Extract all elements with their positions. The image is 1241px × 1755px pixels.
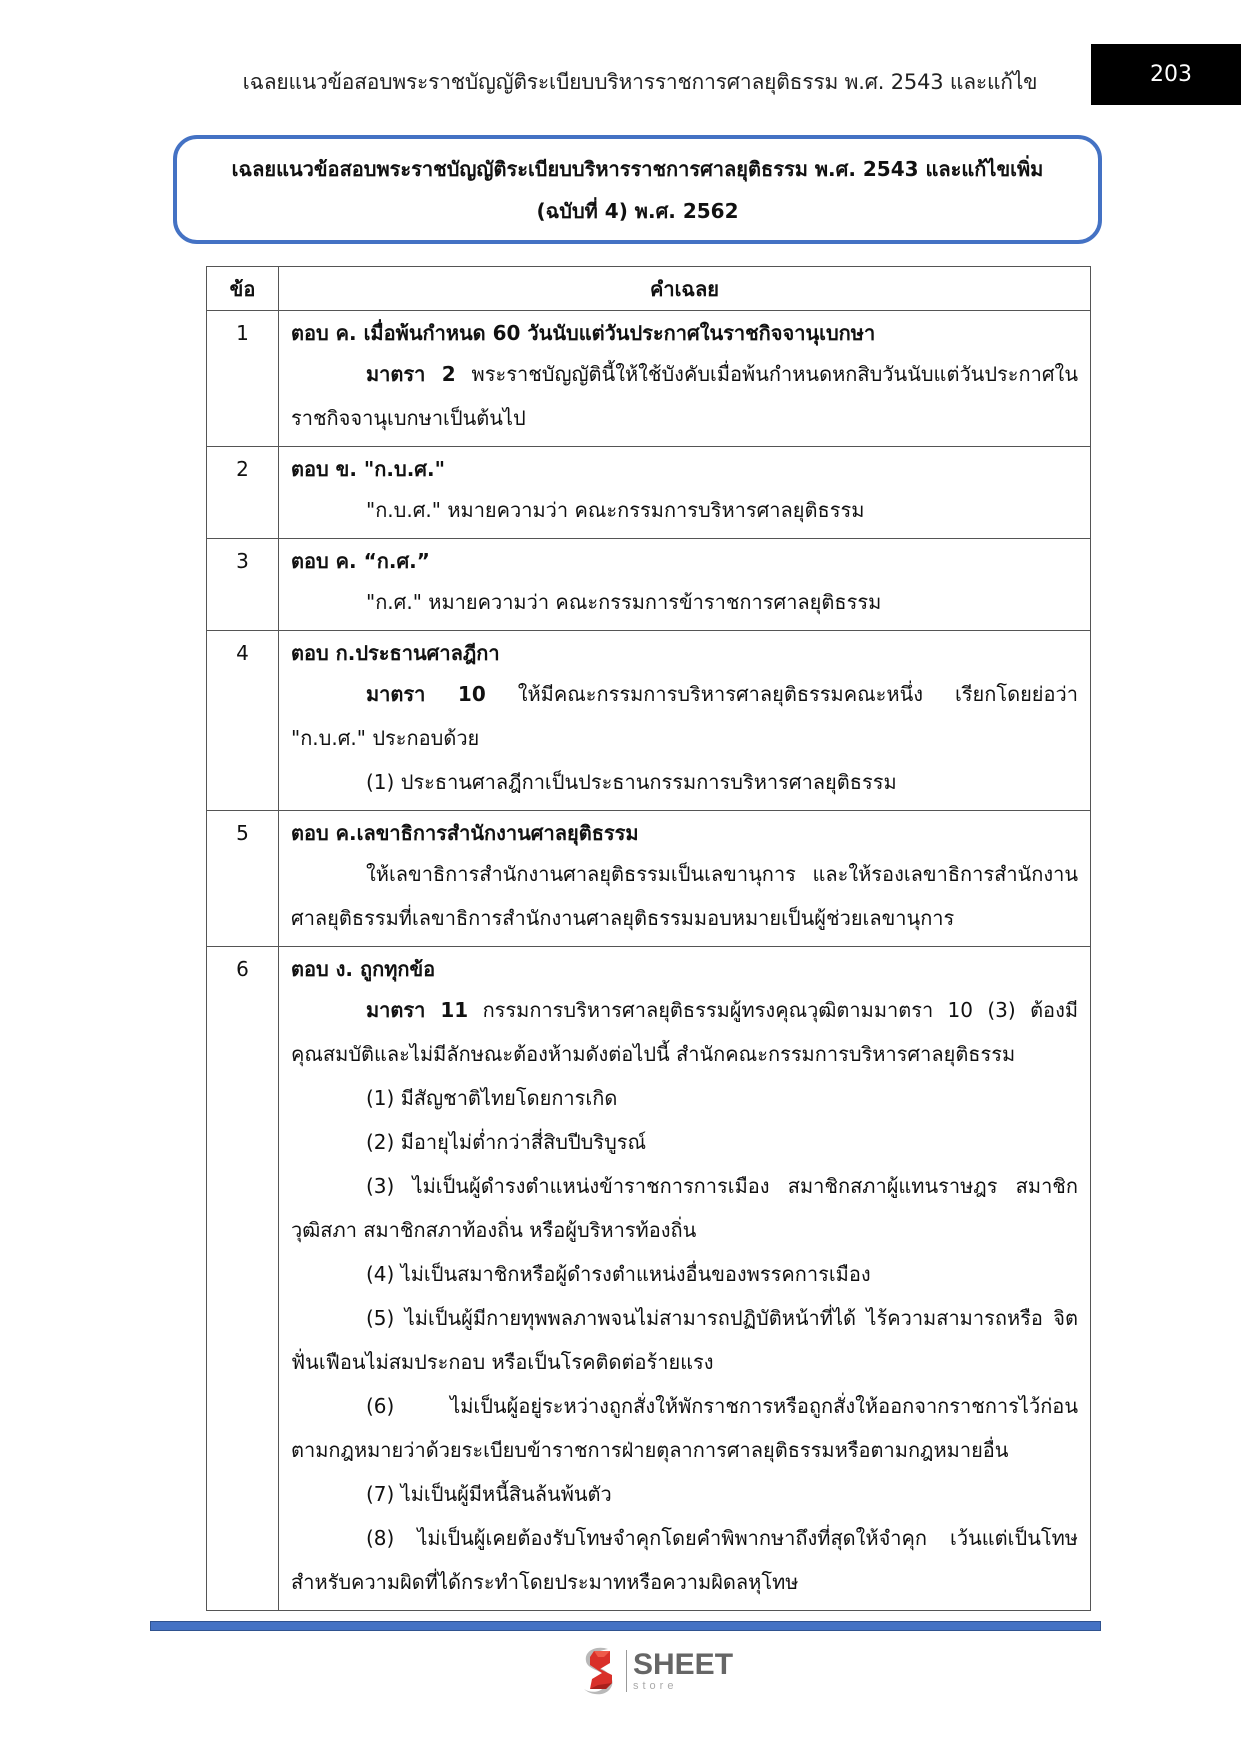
list-item: (3) ไม่เป็นผู้ดำรงตำแหน่งข้าราชการการเมือง สมาชิกสภาผู้แทนราษฎร สมาชิก bbox=[366, 1174, 1078, 1198]
logo-divider bbox=[626, 1650, 627, 1692]
explanation-line: คุณสมบัติและไม่มีลักษณะต้องห้ามดังต่อไปนี้ สำนักคณะกรรมการบริหารศาลยุติธรรม bbox=[291, 1042, 1016, 1066]
answer-label: ตอบ ค.เลขาธิการสำนักงานศาลยุติธรรม bbox=[291, 821, 639, 845]
table-row bbox=[207, 947, 1091, 1611]
explanation-line: ศาลยุติธรรมที่เลขาธิการสำนักงานศาลยุติธรรมมอบหมายเป็นผู้ช่วยเลขานุการ bbox=[291, 906, 955, 930]
list-item: (6) ไม่เป็นผู้อยู่ระหว่างถูกสั่งให้พักราชการหรือถูกสั่งให้ออกจากราชการไว้ก่อน bbox=[366, 1394, 1078, 1418]
answer-cell bbox=[279, 947, 1091, 1611]
list-item: (5) ไม่เป็นผู้มีกายทุพพลภาพจนไม่สามารถปฏิบัติหน้าที่ได้ ไร้ความสามารถหรือ จิต bbox=[366, 1306, 1078, 1330]
list-item-continuation: ตามกฎหมายว่าด้วยระเบียบข้าราชการฝ่ายตุลาการศาลยุติธรรมหรือตามกฎหมายอื่น bbox=[291, 1438, 1009, 1462]
answer-cell bbox=[279, 311, 1091, 447]
answer-label: ตอบ ข. "ก.บ.ศ." bbox=[291, 457, 446, 481]
answer-label: ตอบ ก.ประธานศาลฎีกา bbox=[291, 641, 500, 665]
table-header-row bbox=[207, 267, 1091, 311]
explanation-line: "ก.บ.ศ." ประกอบด้วย bbox=[291, 726, 480, 750]
column-header-answer: คำเฉลย bbox=[279, 267, 1091, 311]
list-item: (7) ไม่เป็นผู้มีหนี้สินล้นพ้นตัว bbox=[366, 1482, 612, 1506]
logo-main-text: SHEET bbox=[633, 1648, 734, 1681]
title-line-2: (ฉบับที่ 4) พ.ศ. 2562 bbox=[536, 198, 739, 223]
question-number: 5 bbox=[207, 811, 279, 947]
question-number: 2 bbox=[207, 447, 279, 539]
explanation-text: กรรมการบริหารศาลยุติธรรมผู้ทรงคุณวุฒิตามมาตรา 10 (3) ต้องมี bbox=[482, 998, 1079, 1022]
title-box bbox=[173, 135, 1102, 244]
list-item: (2) มีอายุไม่ต่ำกว่าสี่สิบปีบริบูรณ์ bbox=[366, 1130, 647, 1154]
table-row bbox=[207, 631, 1091, 811]
answer-cell bbox=[279, 539, 1091, 631]
section-label: มาตรา 2 bbox=[366, 362, 456, 386]
logo-text bbox=[633, 1650, 733, 1692]
table-row bbox=[207, 811, 1091, 947]
explanation-line bbox=[291, 352, 1078, 396]
question-number: 6 bbox=[207, 947, 279, 1611]
answer-table bbox=[206, 266, 1091, 1611]
explanation-line: "ก.ศ." หมายความว่า คณะกรรมการข้าราชการศาลยุติธรรม bbox=[366, 590, 882, 614]
explanation-line: ราชกิจจานุเบกษาเป็นต้นไป bbox=[291, 406, 526, 430]
answer-label: ตอบ ง. ถูกทุกข้อ bbox=[291, 957, 436, 981]
footer-divider-bar bbox=[150, 1621, 1101, 1631]
answer-cell bbox=[279, 447, 1091, 539]
table-row bbox=[207, 539, 1091, 631]
table-row bbox=[207, 311, 1091, 447]
explanation-line: ให้เลขาธิการสำนักงานศาลยุติธรรมเป็นเลขานุการ และให้รองเลขาธิการสำนักงาน bbox=[366, 862, 1078, 886]
list-item: (1) มีสัญชาติไทยโดยการเกิด bbox=[366, 1086, 618, 1110]
page-number: 203 bbox=[1091, 44, 1241, 105]
list-item-continuation: วุฒิสภา สมาชิกสภาท้องถิ่น หรือผู้บริหารท้องถิ่น bbox=[291, 1218, 697, 1242]
explanation-line: (1) ประธานศาลฎีกาเป็นประธานกรรมการบริหารศาลยุติธรรม bbox=[366, 770, 897, 794]
logo-sub-text: store bbox=[633, 1680, 678, 1692]
answer-cell bbox=[279, 811, 1091, 947]
answer-label: ตอบ ค. “ก.ศ.” bbox=[291, 549, 430, 573]
title-line-1: เฉลยแนวข้อสอบพระราชบัญญัติระเบียบบริหารราชการศาลยุติธรรม พ.ศ. 2543 และแก้ไขเพิ่ม bbox=[231, 156, 1044, 181]
sheet-store-s-logo-icon bbox=[578, 1645, 622, 1697]
explanation-text: พระราชบัญญัตินี้ให้ใช้บังคับเมื่อพ้นกำหนดหกสิบวันนับแต่วันประกาศใน bbox=[471, 362, 1078, 386]
explanation-line bbox=[291, 988, 1078, 1032]
running-header: เฉลยแนวข้อสอบพระราชบัญญัติระเบียบบริหารราชการศาลยุติธรรม พ.ศ. 2543 และแก้ไข bbox=[242, 70, 1038, 94]
list-item: (4) ไม่เป็นสมาชิกหรือผู้ดำรงตำแหน่งอื่นของพรรคการเมือง bbox=[366, 1262, 871, 1286]
column-header-number: ข้อ bbox=[207, 267, 279, 311]
table-row bbox=[207, 447, 1091, 539]
list-item: (8) ไม่เป็นผู้เคยต้องรับโทษจำคุกโดยคำพิพากษาถึงที่สุดให้จำคุก เว้นแต่เป็นโทษ bbox=[366, 1526, 1078, 1550]
question-number: 4 bbox=[207, 631, 279, 811]
question-number: 1 bbox=[207, 311, 279, 447]
list-item-continuation: สำหรับความผิดที่ได้กระทำโดยประมาทหรือความผิดลหุโทษ bbox=[291, 1570, 799, 1594]
explanation-line: "ก.บ.ศ." หมายความว่า คณะกรรมการบริหารศาลยุติธรรม bbox=[366, 498, 865, 522]
section-label: มาตรา 11 bbox=[366, 998, 469, 1022]
explanation-line bbox=[291, 672, 1078, 716]
answer-cell bbox=[279, 631, 1091, 811]
section-label: มาตรา 10 bbox=[366, 682, 486, 706]
question-number: 3 bbox=[207, 539, 279, 631]
explanation-text: ให้มีคณะกรรมการบริหารศาลยุติธรรมคณะหนึ่ง เรียกโดยย่อว่า bbox=[517, 682, 1078, 706]
answer-label: ตอบ ค. เมื่อพ้นกำหนด 60 วันนับแต่วันประกาศในราชกิจจานุเบกษา bbox=[291, 321, 876, 345]
sheet-store-logo bbox=[578, 1645, 733, 1697]
list-item-continuation: ฟั่นเฟือนไม่สมประกอบ หรือเป็นโรคติดต่อร้ายแรง bbox=[291, 1350, 714, 1374]
